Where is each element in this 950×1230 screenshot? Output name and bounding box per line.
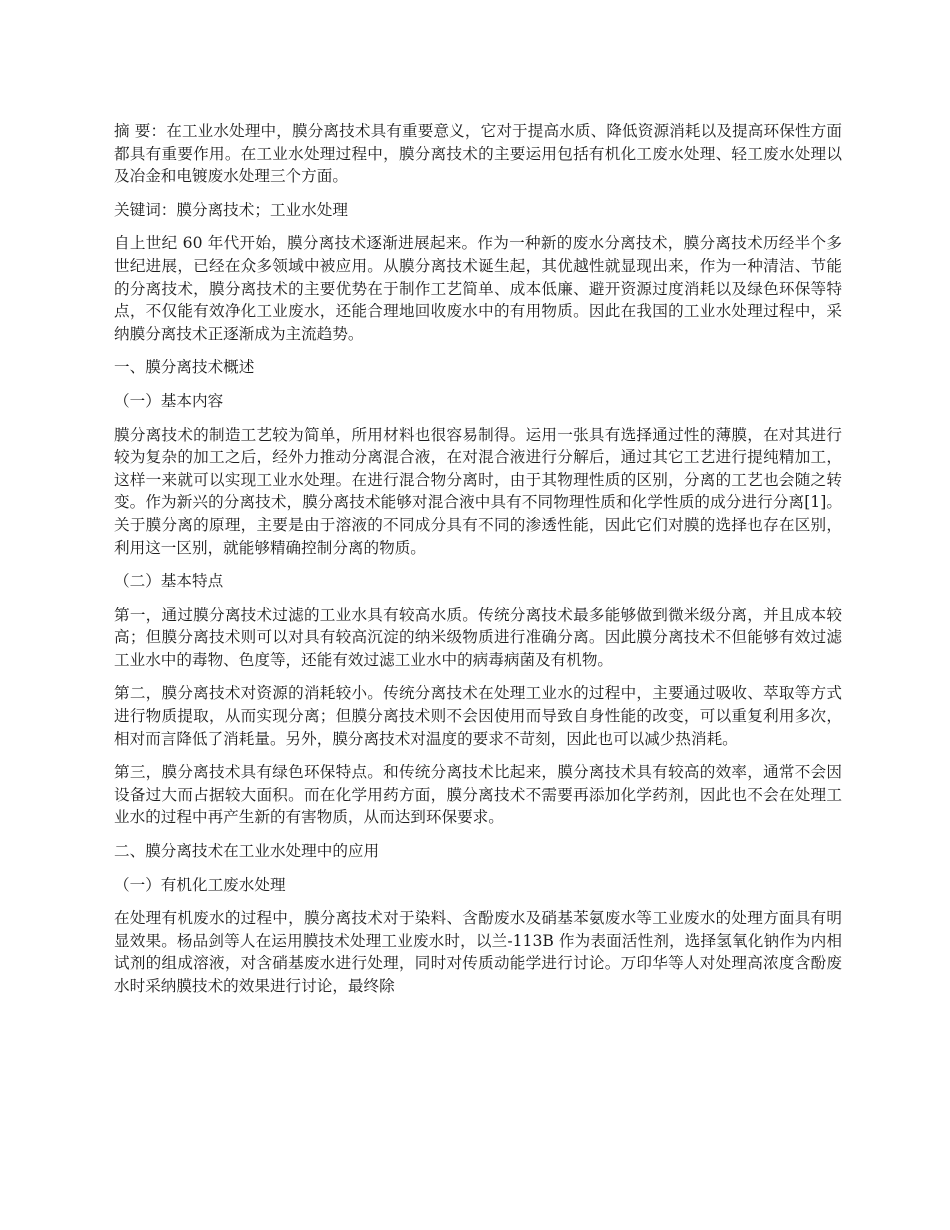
section-1-2-paragraph-2: 第二，膜分离技术对资源的消耗较小。传统分离技术在处理工业水的过程中，主要通过吸收、萃取等方式进行物质提取，从而实现分离；但膜分离技术则不会因使用而导致自身性能的改变，可以重复利用多次，相对而言降低了消耗量。另外，膜分离技术对温度的要求不苛刻，因此也可以减少热消耗。: [114, 684, 842, 748]
abstract-paragraph: 摘 要：在工业水处理中，膜分离技术具有重要意义，它对于提高水质、降低资源消耗以及提高环保性方面都具有重要作用。在工业水处理过程中，膜分离技术的主要运用包括有机化工废水处理、轻工废水处理以及冶金和电镀废水处理三个方面。: [114, 122, 842, 186]
section-2-1-heading: （一）有机化工废水处理: [114, 875, 286, 894]
section-2-1-paragraph: 在处理有机废水的过程中，膜分离技术对于染料、含酚废水及硝基苯氨废水等工业废水的处理方面具有明显效果。杨品剑等人在运用膜技术处理工业废水时，以兰-113B 作为表面活性剂，选择氢氧化钠作为内相试剂的组成溶液，对含硝基废水进行处理，同时对传质动能学进行讨论。万印华等人对处理高浓度含酚废水时采纳膜技术的效果进行讨论，最终除: [114, 909, 842, 995]
section-1-2-paragraph-3: 第三，膜分离技术具有绿色环保特点。和传统分离技术比起来，膜分离技术具有较高的效率，通常不会因设备过大而占据较大面积。而在化学用药方面，膜分离技术不需要再添加化学药剂，因此也不会在处理工业水的过程中再产生新的有害物质，从而达到环保要求。: [114, 763, 842, 827]
intro-paragraph: 自上世纪 60 年代开始，膜分离技术逐渐进展起来。作为一种新的废水分离技术，膜分离技术历经半个多世纪进展，已经在众多领域中被应用。从膜分离技术诞生起，其优越性就显现出来，作为一种清洁、节能的分离技术，膜分离技术的主要优势在于制作工艺简单、成本低廉、避开资源过度消耗以及绿色环保等特点，不仅能有效净化工业废水，还能合理地回收废水中的有用物质。因此在我国的工业水处理过程中，采纳膜分离技术正逐渐成为主流趋势。: [114, 234, 842, 343]
keywords-line: 关键词：膜分离技术；工业水处理: [114, 200, 348, 219]
document-body: [114, 120, 842, 1009]
section-1-1-heading: （一）基本内容: [114, 391, 224, 410]
section-1-2-heading: （二）基本特点: [114, 572, 224, 591]
section-1-heading: 一、膜分离技术概述: [114, 358, 255, 377]
section-1-2-paragraph-1: 第一，通过膜分离技术过滤的工业水具有较高水质。传统分离技术最多能够做到微米级分离，并且成本较高；但膜分离技术则可以对具有较高沉淀的纳米级物质进行准确分离。因此膜分离技术不但能够有效过滤工业水中的毒物、色度等，还能有效过滤工业水中的病毒病菌及有机物。: [114, 605, 842, 669]
section-1-1-paragraph: 膜分离技术的制造工艺较为简单，所用材料也很容易制得。运用一张具有选择通过性的薄膜，在对其进行较为复杂的加工之后，经外力推动分离混合液，在对混合液进行分解后，通过其它工艺进行提纯精加工，这样一来就可以实现工业水处理。在进行混合物分离时，由于其物理性质的区别，分离的工艺也会随之转变。作为新兴的分离技术，膜分离技术能够对混合液中具有不同物理性质和化学性质的成分进行分离[1]。关于膜分离的原理，主要是由于溶液的不同成分具有不同的渗透性能，因此它们对膜的选择也存在区别，利用这一区别，就能够精确控制分离的物质。: [114, 425, 842, 557]
section-2-heading: 二、膜分离技术在工业水处理中的应用: [114, 842, 380, 861]
